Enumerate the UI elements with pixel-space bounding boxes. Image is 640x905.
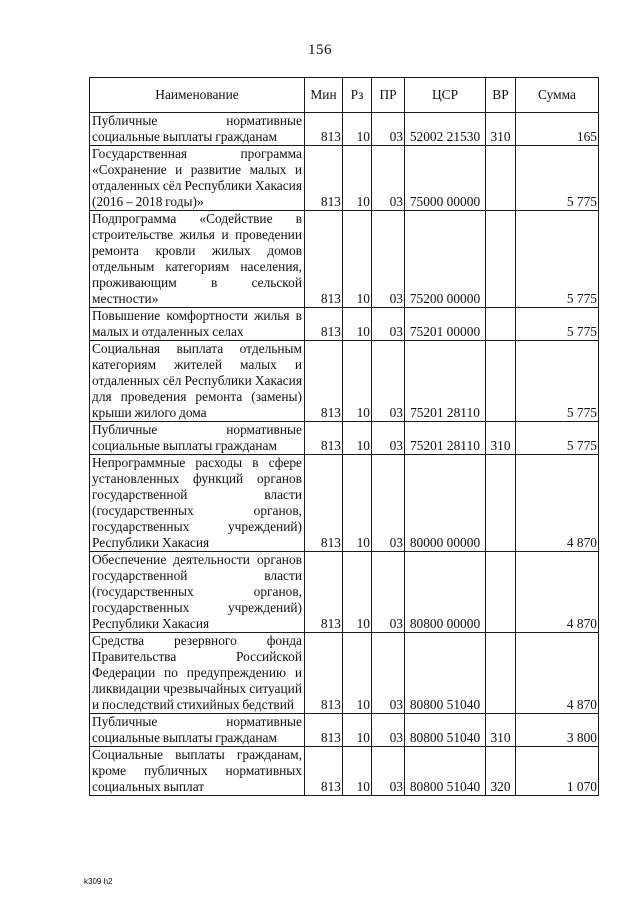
cell-csr: 75201 28110 — [405, 422, 486, 455]
cell-vr: 310 — [486, 113, 516, 146]
table-header-row — [90, 78, 599, 113]
cell-name: Публичные нормативные социальные выплаты гражданам — [90, 422, 305, 455]
cell-rz: 10 — [343, 455, 372, 552]
cell-sum: 165 — [516, 113, 599, 146]
table-row — [90, 455, 599, 552]
budget-table — [89, 77, 599, 796]
cell-rz: 10 — [343, 747, 372, 796]
header-vr: ВР — [486, 78, 516, 113]
cell-vr — [486, 341, 516, 422]
cell-rz: 10 — [343, 552, 372, 633]
cell-min: 813 — [305, 341, 343, 422]
cell-csr: 80800 51040 — [405, 633, 486, 714]
cell-name: Социальные выплаты гражданам, кроме публичных нормативных социальных выплат — [90, 747, 305, 796]
table-row — [90, 714, 599, 747]
cell-pr: 03 — [372, 714, 405, 747]
cell-csr: 75200 00000 — [405, 211, 486, 308]
header-sum: Сумма — [516, 78, 599, 113]
table-row — [90, 552, 599, 633]
cell-min: 813 — [305, 211, 343, 308]
cell-pr: 03 — [372, 455, 405, 552]
cell-csr: 80000 00000 — [405, 455, 486, 552]
header-min: Мин — [305, 78, 343, 113]
cell-name: Публичные нормативные социальные выплаты гражданам — [90, 714, 305, 747]
cell-csr: 80800 51040 — [405, 747, 486, 796]
cell-vr: 320 — [486, 747, 516, 796]
cell-min: 813 — [305, 422, 343, 455]
cell-sum: 4 870 — [516, 552, 599, 633]
cell-csr: 80800 51040 — [405, 714, 486, 747]
cell-name: Социальная выплата отдельным категориям жителей малых и отдаленных сёл Республики Хакасия для проведения ремонта (замены) крыши жилого дома — [90, 341, 305, 422]
cell-name: Обеспечение деятельности органов государственной власти (государственных органов, государственных учреждений) Республики Хакасия — [90, 552, 305, 633]
cell-vr — [486, 211, 516, 308]
table-row — [90, 211, 599, 308]
cell-pr: 03 — [372, 552, 405, 633]
cell-rz: 10 — [343, 211, 372, 308]
cell-pr: 03 — [372, 211, 405, 308]
cell-vr: 310 — [486, 422, 516, 455]
cell-rz: 10 — [343, 633, 372, 714]
table-row — [90, 422, 599, 455]
cell-pr: 03 — [372, 747, 405, 796]
cell-pr: 03 — [372, 113, 405, 146]
cell-name: Непрограммные расходы в сфере установленных функций органов государственной власти (государственных органов, государственных учреждений) Республики Хакасия — [90, 455, 305, 552]
cell-vr — [486, 633, 516, 714]
cell-name: Средства резервного фонда Правительства Российской Федерации по предупреждению и ликвидации чрезвычайных ситуаций и последствий стихийных бедствий — [90, 633, 305, 714]
cell-sum: 5 775 — [516, 422, 599, 455]
cell-name: Государственная программа «Сохранение и развитие малых и отдаленных сёл Республики Хакасия (2016 – 2018 годы)» — [90, 146, 305, 211]
header-pr: ПР — [372, 78, 405, 113]
table-row — [90, 113, 599, 146]
cell-vr — [486, 552, 516, 633]
cell-csr: 80800 00000 — [405, 552, 486, 633]
cell-vr — [486, 146, 516, 211]
cell-min: 813 — [305, 747, 343, 796]
cell-rz: 10 — [343, 341, 372, 422]
footer-code: k309 h2 — [84, 877, 113, 886]
cell-sum: 5 775 — [516, 211, 599, 308]
header-name: Наименование — [90, 78, 305, 113]
cell-rz: 10 — [343, 113, 372, 146]
cell-sum: 3 800 — [516, 714, 599, 747]
cell-min: 813 — [305, 113, 343, 146]
cell-name: Публичные нормативные социальные выплаты гражданам — [90, 113, 305, 146]
cell-sum: 1 070 — [516, 747, 599, 796]
cell-vr — [486, 455, 516, 552]
cell-pr: 03 — [372, 341, 405, 422]
cell-vr — [486, 308, 516, 341]
table-row — [90, 341, 599, 422]
header-csr: ЦСР — [405, 78, 486, 113]
cell-rz: 10 — [343, 146, 372, 211]
cell-name: Подпрограмма «Содействие в строительстве жилья и проведении ремонта кровли жилых домов отдельным категориям населения, проживающим в сельской местности» — [90, 211, 305, 308]
cell-csr: 52002 21530 — [405, 113, 486, 146]
cell-csr: 75201 00000 — [405, 308, 486, 341]
table-row — [90, 146, 599, 211]
cell-pr: 03 — [372, 422, 405, 455]
cell-name: Повышение комфортности жилья в малых и отдаленных селах — [90, 308, 305, 341]
cell-sum: 4 870 — [516, 455, 599, 552]
table-row — [90, 308, 599, 341]
header-rz: Рз — [343, 78, 372, 113]
cell-csr: 75201 28110 — [405, 341, 486, 422]
cell-min: 813 — [305, 552, 343, 633]
table-row — [90, 747, 599, 796]
cell-sum: 4 870 — [516, 633, 599, 714]
cell-pr: 03 — [372, 633, 405, 714]
table-row — [90, 633, 599, 714]
cell-csr: 75000 00000 — [405, 146, 486, 211]
page-number: 156 — [308, 42, 332, 58]
cell-pr: 03 — [372, 308, 405, 341]
cell-rz: 10 — [343, 714, 372, 747]
cell-sum: 5 775 — [516, 341, 599, 422]
cell-rz: 10 — [343, 308, 372, 341]
cell-rz: 10 — [343, 422, 372, 455]
cell-pr: 03 — [372, 146, 405, 211]
cell-min: 813 — [305, 455, 343, 552]
cell-min: 813 — [305, 308, 343, 341]
cell-sum: 5 775 — [516, 146, 599, 211]
cell-min: 813 — [305, 633, 343, 714]
cell-min: 813 — [305, 146, 343, 211]
cell-sum: 5 775 — [516, 308, 599, 341]
cell-vr: 310 — [486, 714, 516, 747]
cell-min: 813 — [305, 714, 343, 747]
